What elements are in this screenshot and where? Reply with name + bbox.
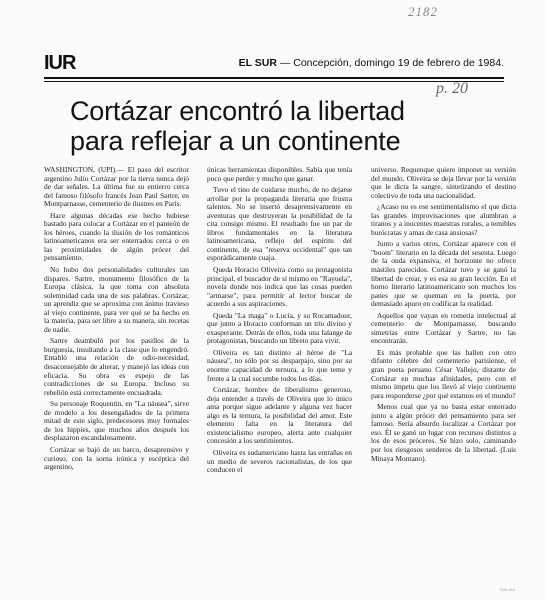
paragraph: Queda "La maga" o Lucía, y su Rocamadour, que junto a Horacio conforman un trío divino y exasperante. Detrás de ellos, toda una falange de protagonistas, buscando un libreto para vivir. (207, 310, 352, 346)
paragraph: Hace algunas décadas ese hecho hubiese bastado para colocar a Cortázar en el panteón de los héroes, cuando la ilusión de los románticos latinoamericanos era ser enterrados cerca o en las proximidades de algún prócer del pensamiento. (44, 210, 189, 263)
paragraph: Oliveira es sudamericano hasta las entrañas en un medio de severos racionalistas, de los que conducen el (207, 447, 352, 475)
newspaper-logo: IUR (44, 52, 76, 74)
headline-line-2: para reflejar a un continente (70, 126, 401, 156)
paragraph: Junto a varios otros, Cortázar aparece con el "boom" literario en la década del sesenta. Luego de la onda expansiva, el horizonte no ofrece mástiles parecidos. Cortázar tuvo y se ganó la libertad de crear, y es esa su gran lección. En el horno literario latinoamericano son muchos los panes que se queman en la puerta, por demasiado apuro en codificar la realidad. (371, 239, 516, 309)
paragraph: Sartre deambuló por los pasillos de la burguesía, insultando a la clase que lo engendró. Entabló una relación de odio-necesidad, desaconsejable de alterar, y manejó las ideas con eficacia. Su obra es espejo de las contradicciones de su Europa. Incluso su rebelión está correctamente encuadrada. (44, 336, 189, 397)
date-text: — Concepción, domingo 19 de febrero de 1984. (276, 57, 504, 69)
column-3 (371, 166, 516, 588)
header-rule (44, 77, 504, 79)
photo-credit: Foto Sur (499, 587, 515, 592)
paragraph: Tuvo el tino de cuidarse mucho, de no dejarse arrollar por la propaganda literaria que frustra talentos. No se insertó desaprensivamente en aventuras que destruyeran la posibilidad de la cita consigo mismo. El resultado fue un par de libros fundamentales en la literatura latinoamericana, reflejo del espíritu del continente, de esa "reserva occidental" que tan esporádicamente cuaja. (207, 185, 352, 263)
paragraph: Es más probable que las hallen con otro difunto célebre del cementerio parisiense, el gran poeta peruano César Vallejo, distante de Cortázar en muchas afinidades, pero con el mismo ímpetu que los llevó al viejo continente para responderse ¿por qué estamos en el mundo? (371, 347, 516, 400)
paragraph: Cortázar, hombre de liberalismo generoso, deja entender a través de Oliveira que lo único ama porque sigue adelante y alguna vez hacer algo es la ternura, la posibilidad del amor. Este elemento falta en la literatura del existencialismo europeo, alerta ante cualquier concesión a los sentimientos. (207, 385, 352, 446)
paragraph: WASHINGTON, (UPI).— El paso del escritor argentino Julio Cortázar por la tierra nunca dejó de dar señales. La última fue su entierro cerca del famoso filósofo francés Jean Paul Sartre, en Montparnasse, cementerio de ilustres en París. (44, 166, 189, 209)
handwritten-page-mark: p. 20 (436, 80, 468, 97)
article-body (44, 166, 516, 588)
paragraph: Aquellos que vayan en romería intelectual al cementerio de Montparnasse, buscando simetrías entre Cortázar y Sartre, no las encontrarán. (371, 310, 516, 346)
paragraph: ¿Acaso no es ese sentimentalismo el que dicta las grandes improvisaciones que alumbran a tiranos y a inocentes maestras rurales, a temibles burócratas y amas de casa ansiosas? (371, 202, 516, 237)
paragraph: Oliveira es tan distinto al héroe de "La náusea", no sólo por su desparpajo, sino por su enorme capacidad de ternura, a lo que teme y frente a la cual sucumbe todos los días. (207, 347, 352, 383)
paragraph: universo. Requenque quiere imponer su versión del mundo. Oliveira se deja llevar por la versión que le dicta la sangre, sintetizando el destino colectivo de toda una nacionalidad. (371, 166, 516, 200)
column-2 (207, 166, 352, 588)
paragraph: Queda Horacio Oliveira como su protagonista principal, el buscador de sí mismo en "Rayuela", novela donde nos indica que las cosas pueden "armarse", para permitir al lector buscar de acuerdo a sus aspiraciones. (207, 265, 352, 309)
handwritten-number: 2182 (408, 4, 438, 19)
paragraph: Su personaje Roquentin, en "La náusea", sirve de modelo a los desengañados de la primera mitad de este siglo, predecesores muy formales de los hippies, que muchos años después los desplazaron escandalosamente. (44, 399, 189, 443)
masthead (44, 52, 504, 74)
paragraph: No hubo dos personalidades culturales tan dispares. Sartre, monumento filosófico de la Europa clásica, la que toma con absoluta solemnidad cada una de sus palabras. Cortázar, un aprendiz que se aproxima con ánimo travieso al viejo continente, para ver qué se ha hecho en la materia, para ser libre a su manera, sin recetas de nadie. (44, 265, 189, 334)
headline-line-1: Cortázar encontró la libertad (70, 96, 405, 126)
dateline (239, 57, 504, 69)
paragraph: únicas herramientas disponibles. Sabía que tenía poco que perder y mucho que ganar. (207, 166, 352, 183)
paragraph: Cortázar se bajó de un barco, desaprensivo y curioso, con la sorna irónica y escéptica del argentino, (44, 444, 189, 472)
column-1 (44, 166, 189, 588)
source-name: EL SUR (238, 57, 277, 69)
article-headline (70, 96, 490, 156)
paragraph: Menos cual que ya no basta estar enterrado junto a algún prócer del pensamiento para ser famoso. Sería absurdo localizar a Cortázar por eso. Él se ganó un lugar con recursos distintos a los de esos próceres. Se hizo solo, caminando por los riesgosos senderos de la libertad. (Luis Minaya Montano). (371, 402, 516, 463)
header-rule-thin (44, 81, 504, 82)
